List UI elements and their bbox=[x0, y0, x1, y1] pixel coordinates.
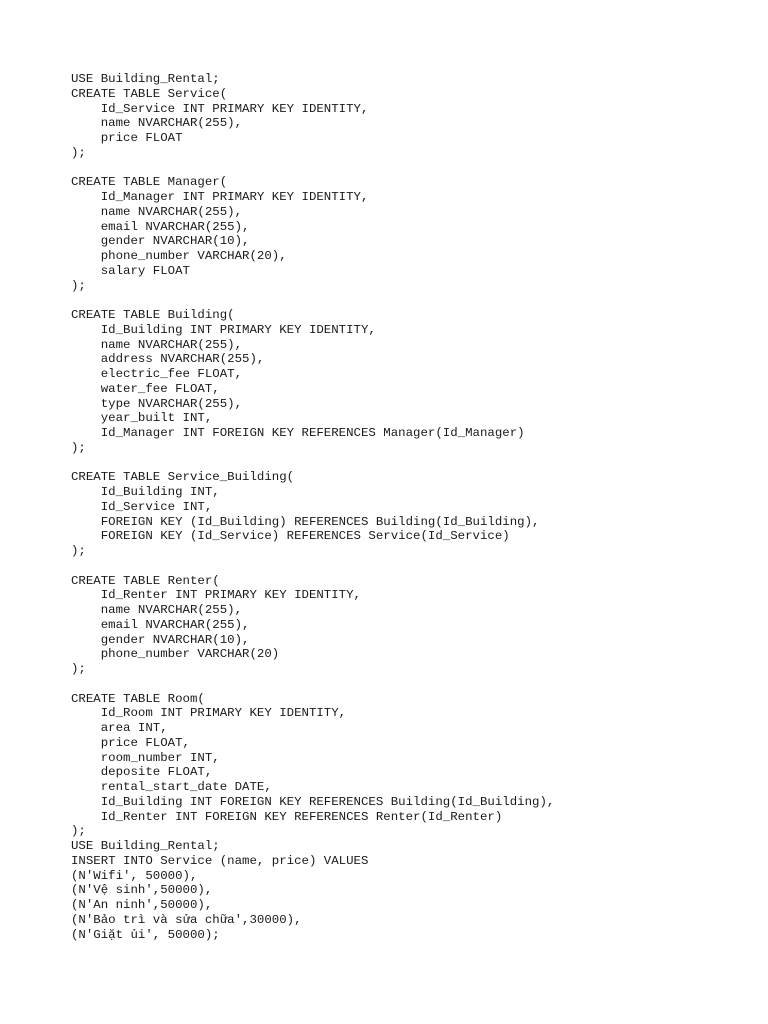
code-line: gender NVARCHAR(10), bbox=[71, 234, 250, 249]
code-line: (N'An ninh',50000), bbox=[71, 898, 213, 912]
code-line: CREATE TABLE Service( bbox=[71, 86, 228, 101]
code-line: type NVARCHAR(255), bbox=[71, 396, 243, 411]
code-line: price FLOAT, bbox=[71, 735, 190, 750]
code-line: USE Building_Rental; bbox=[71, 72, 220, 86]
code-line: name NVARCHAR(255), bbox=[71, 603, 243, 617]
code-line: Id_Service INT, bbox=[71, 499, 213, 514]
code-line: name NVARCHAR(255), bbox=[71, 116, 243, 131]
code-line: deposite FLOAT, bbox=[71, 765, 213, 780]
code-line: room_number INT, bbox=[71, 750, 220, 765]
code-line: ); bbox=[71, 278, 86, 293]
code-line: FOREIGN KEY (Id_Service) REFERENCES Service(Id_Service) bbox=[71, 529, 510, 544]
code-line: (N'Giặt ủi', 50000); bbox=[71, 927, 220, 942]
code-line: rental_start_date DATE, bbox=[71, 780, 272, 794]
code-line: Id_Building INT FOREIGN KEY REFERENCES Building(Id_Building), bbox=[71, 794, 555, 809]
code-line: CREATE TABLE Renter( bbox=[71, 573, 220, 588]
code-line bbox=[71, 456, 751, 471]
code-line: (N'Bảo trì và sửa chữa',30000), bbox=[71, 912, 302, 927]
code-line: ); bbox=[71, 662, 86, 676]
code-line: price FLOAT bbox=[71, 131, 183, 145]
code-line: ); bbox=[71, 824, 86, 839]
code-line: (N'Vệ sinh',50000), bbox=[71, 883, 213, 898]
code-line: Id_Building INT, bbox=[71, 485, 220, 499]
sql-code-block bbox=[71, 72, 751, 942]
code-line: Id_Building INT PRIMARY KEY IDENTITY, bbox=[71, 322, 376, 337]
code-line bbox=[71, 293, 751, 308]
code-line: name NVARCHAR(255), bbox=[71, 337, 243, 352]
code-line bbox=[71, 559, 751, 574]
code-line: CREATE TABLE Room( bbox=[71, 691, 205, 706]
code-line: water_fee FLOAT, bbox=[71, 381, 220, 396]
code-line: INSERT INTO Service (name, price) VALUES bbox=[71, 853, 369, 868]
code-line: gender NVARCHAR(10), bbox=[71, 632, 250, 647]
code-line: email NVARCHAR(255), bbox=[71, 617, 250, 632]
code-line: Id_Room INT PRIMARY KEY IDENTITY, bbox=[71, 706, 347, 721]
code-line: Id_Manager INT FOREIGN KEY REFERENCES Manager(Id_Manager) bbox=[71, 426, 525, 440]
code-line: ); bbox=[71, 544, 86, 558]
code-line: salary FLOAT bbox=[71, 263, 190, 278]
code-line: Id_Renter INT FOREIGN KEY REFERENCES Renter(Id_Renter) bbox=[71, 809, 503, 824]
code-line: electric_fee FLOAT, bbox=[71, 367, 243, 381]
code-line bbox=[71, 161, 751, 176]
code-line: USE Building_Rental; bbox=[71, 839, 220, 853]
code-line: Id_Manager INT PRIMARY KEY IDENTITY, bbox=[71, 190, 369, 204]
code-line: CREATE TABLE Service_Building( bbox=[71, 470, 295, 485]
code-line: ); bbox=[71, 145, 86, 160]
code-line: area INT, bbox=[71, 721, 168, 735]
code-line bbox=[71, 677, 751, 692]
code-line: address NVARCHAR(255), bbox=[71, 352, 265, 367]
code-line: phone_number VARCHAR(20), bbox=[71, 249, 287, 263]
code-line: email NVARCHAR(255), bbox=[71, 219, 250, 234]
code-line: CREATE TABLE Manager( bbox=[71, 175, 228, 190]
code-line: ); bbox=[71, 440, 86, 455]
code-line: phone_number VARCHAR(20) bbox=[71, 647, 280, 662]
code-line: year_built INT, bbox=[71, 411, 213, 426]
code-line: CREATE TABLE Building( bbox=[71, 308, 235, 322]
code-line: (N'Wifi', 50000), bbox=[71, 868, 198, 883]
code-line: Id_Service INT PRIMARY KEY IDENTITY, bbox=[71, 101, 369, 116]
code-line: name NVARCHAR(255), bbox=[71, 204, 243, 219]
code-line: FOREIGN KEY (Id_Building) REFERENCES Building(Id_Building), bbox=[71, 514, 540, 529]
code-line: Id_Renter INT PRIMARY KEY IDENTITY, bbox=[71, 588, 361, 603]
